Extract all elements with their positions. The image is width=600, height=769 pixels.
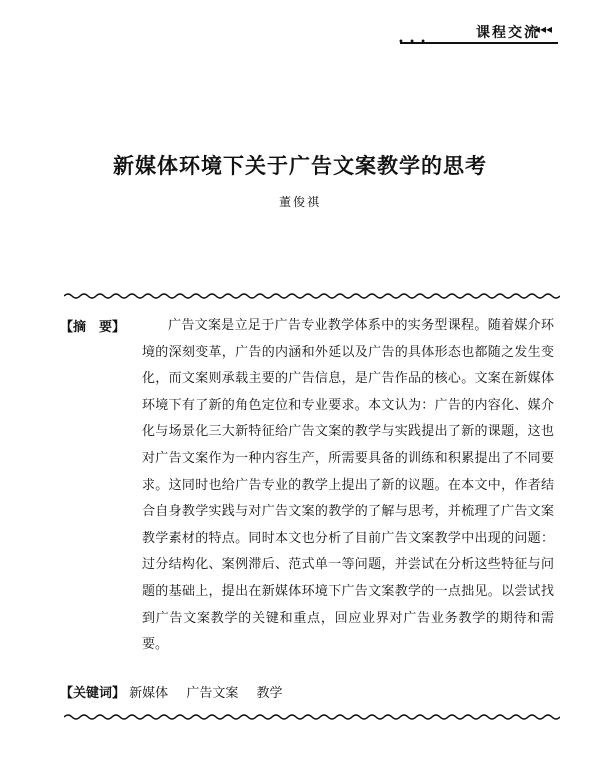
keyword-item: 新媒体 [129, 686, 169, 701]
header-rule [400, 42, 558, 44]
article-author: 董俊祺 [278, 195, 321, 209]
header-arrows-icon: ◂◂◂ [533, 22, 552, 36]
keyword-item: 广告文案 [186, 686, 239, 701]
keywords-line [60, 682, 296, 701]
header-section-label: 课程交流 [476, 25, 540, 41]
wave-divider-top [64, 292, 560, 300]
header-dots: • • • [398, 37, 428, 48]
keywords-label: 【关键词】 [60, 686, 126, 701]
keyword-item: 教学 [256, 686, 283, 701]
abstract-body: 广告文案是立足于广告专业教学体系中的实务型课程。随着媒介环境的深刻变革，广告的内涵和外延以及广告的具体形态也都随之发生变化，而文案则承载主要的广告信息，是广告作品的核心。文案在新媒体环境下有了新的角色定位和专业要求。本文认为：广告的内容化、媒介化与场景化三大新特征给广告文案的教学与实践提出了新的课题，这也对广告文案作为一种内容生产，所需要具备的训练和积累提出了不同要求。这同时也给广告专业的教学上提出了新的议题。在本文中，作者结合自身教学实践与对广告文案的教学的了解与思考，并梳理了广告文案教学素材的特点。同时本文也分析了目前广告文案教学中出现的问题：过分结构化、案例滞后、范式单一等问题，并尝试在分析这些特征与问题的基础上，提出在新媒体环境下广告文案教学的一点拙见。以尝试找到广告文案教学的关键和重点，回应业界对广告业务教学的期待和需要。 [142, 318, 554, 653]
article-title: 新媒体环境下关于广告文案教学的思考 [113, 153, 487, 178]
abstract-label: 【摘 要】 [60, 320, 126, 335]
wave-divider-bottom [64, 713, 560, 721]
